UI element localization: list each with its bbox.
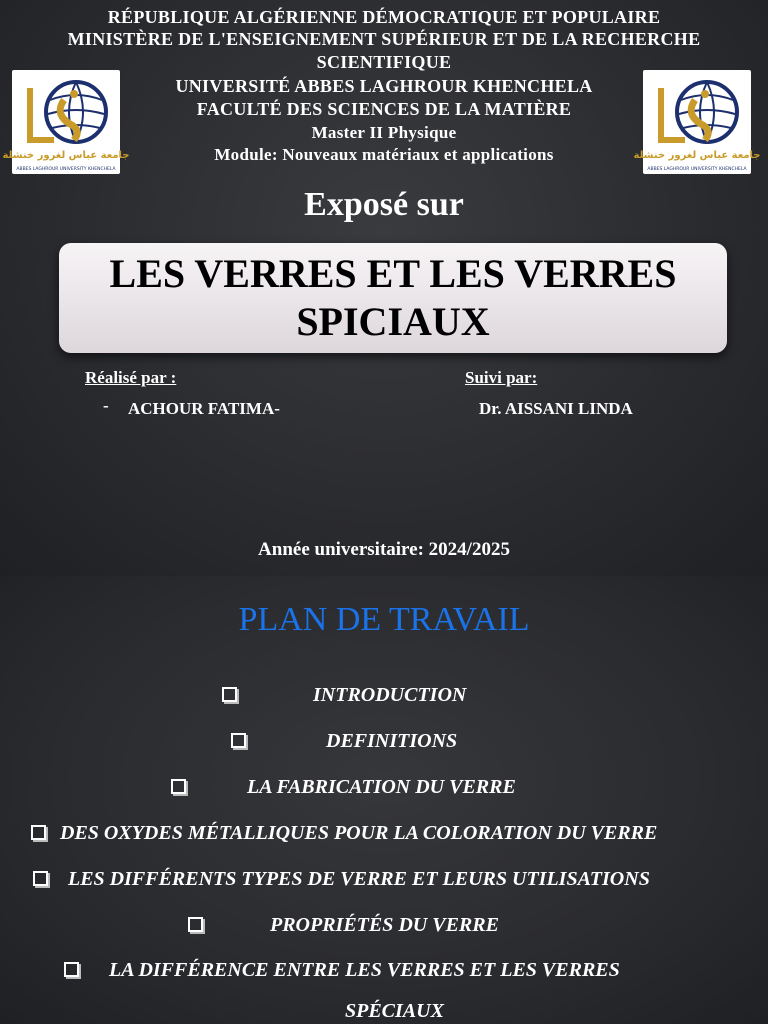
header-line-republique: RÉPUBLIQUE ALGÉRIENNE DÉMOCRATIQUE ET POPULAIRE bbox=[107, 7, 661, 27]
title-line-1: LES VERRES ET LES VERRES bbox=[109, 251, 677, 296]
header-line-scientifique: SCIENTIFIQUE bbox=[316, 52, 452, 72]
logo-latin-text: ABBES LAGHROUR UNIVERSITY KHENCHELA bbox=[647, 167, 747, 172]
suivi-label: Suivi par: bbox=[465, 368, 538, 387]
university-logo-left bbox=[2, 70, 130, 174]
plan-item-text: DES OXYDES MÉTALLIQUES POUR LA COLORATION DU VERRE bbox=[60, 822, 658, 844]
plan-item-text: DEFINITIONS bbox=[326, 730, 458, 752]
plan-title: PLAN DE TRAVAIL bbox=[238, 601, 530, 638]
logo-latin-text: ABBES LAGHROUR UNIVERSITY KHENCHELA bbox=[16, 167, 116, 172]
plan-item-text: LA FABRICATION DU VERRE bbox=[247, 776, 516, 798]
logo-arabic-text: جامعة عباس لغرور خنشلة bbox=[633, 150, 761, 161]
title-line-2: SPICIAUX bbox=[296, 299, 490, 344]
plan-item-text: LA DIFFÉRENCE ENTRE LES VERRES ET LES VERRES bbox=[109, 959, 620, 981]
checkbox-bullet-icon bbox=[171, 779, 186, 794]
header-line-master: Master II Physique bbox=[311, 123, 457, 142]
plan-slide bbox=[0, 576, 768, 1024]
checkbox-bullet-icon bbox=[188, 917, 203, 932]
realise-name: ACHOUR FATIMA- bbox=[128, 399, 280, 418]
header-line-universite: UNIVERSITÉ ABBES LAGHROUR KHENCHELA bbox=[175, 76, 593, 96]
checkbox-bullet-icon bbox=[231, 733, 246, 748]
checkbox-bullet-icon bbox=[222, 687, 237, 702]
checkbox-bullet-icon bbox=[64, 962, 79, 977]
plan-item-text: PROPRIÉTÉS DU VERRE bbox=[270, 914, 499, 936]
university-logo-right bbox=[633, 70, 761, 174]
logo-arabic-text: جامعة عباس لغرور خنشلة bbox=[2, 150, 130, 161]
realise-bullet: - bbox=[103, 396, 109, 415]
realise-label: Réalisé par : bbox=[85, 368, 177, 387]
checkbox-bullet-icon bbox=[33, 871, 48, 886]
header-line-ministere: MINISTÈRE DE L'ENSEIGNEMENT SUPÉRIEUR ET DE LA RECHERCHE bbox=[67, 29, 701, 49]
checkbox-bullet-icon bbox=[31, 825, 46, 840]
plan-item-text: INTRODUCTION bbox=[313, 684, 467, 706]
annee-universitaire: Année universitaire: 2024/2025 bbox=[258, 539, 510, 560]
header-line-faculte: FACULTÉ DES SCIENCES DE LA MATIÈRE bbox=[196, 99, 572, 119]
title-box bbox=[59, 243, 727, 353]
expose-heading: Exposé sur bbox=[304, 186, 464, 223]
header-line-module: Module: Nouveaux matériaux et applications bbox=[214, 145, 554, 164]
plan-item-text: SPÉCIAUX bbox=[345, 1000, 444, 1022]
plan-item-text: LES DIFFÉRENTS TYPES DE VERRE ET LEURS UTILISATIONS bbox=[68, 868, 650, 890]
suivi-name: Dr. AISSANI LINDA bbox=[479, 399, 633, 418]
